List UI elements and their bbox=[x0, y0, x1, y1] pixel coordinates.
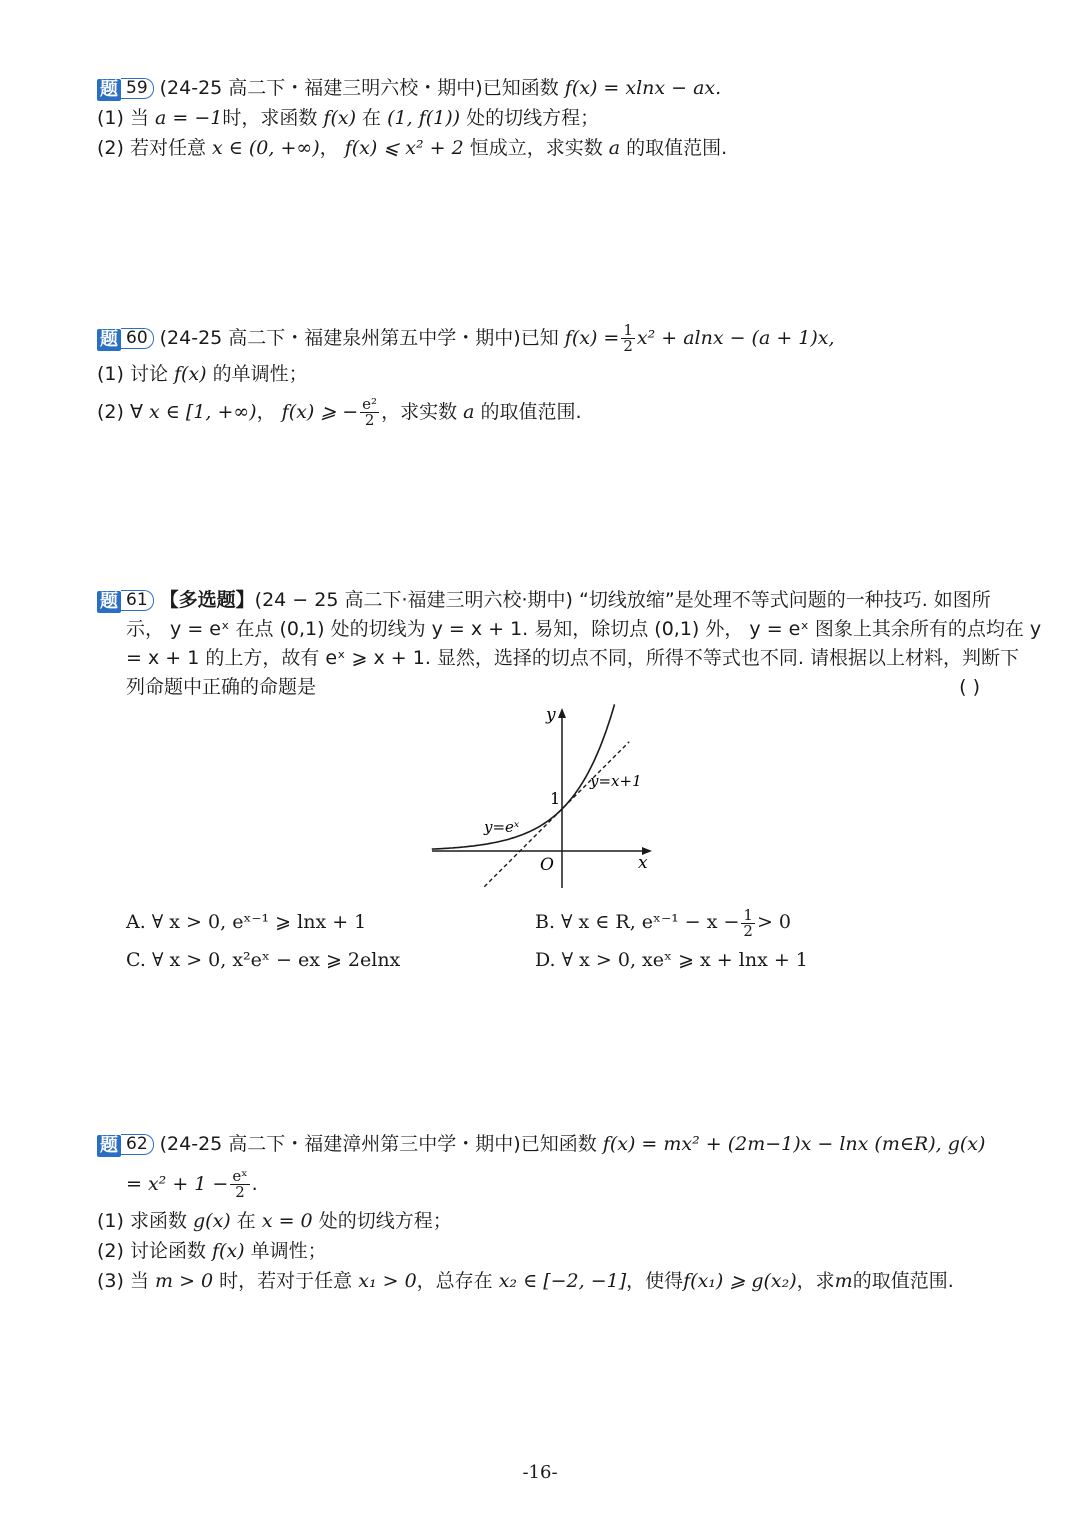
p62-q1-gx: g(x) bbox=[193, 1210, 231, 1232]
p59-q1-b: 时，求函数 bbox=[222, 107, 318, 129]
p60-q1 bbox=[97, 360, 308, 388]
option-b-pre: B. ∀ x ∈ R, eˣ⁻¹ − x − bbox=[535, 911, 740, 933]
p59-lead: 已知函数 bbox=[482, 77, 559, 99]
p62-q1-c: 处的切线方程； bbox=[318, 1210, 452, 1232]
p62-q1-a: (1) 求函数 bbox=[97, 1210, 187, 1232]
p62-q3-b: 时，若对于任意 bbox=[219, 1270, 353, 1292]
p60-badge bbox=[97, 328, 154, 350]
p59-q1-c: 在 bbox=[362, 107, 382, 129]
p62-q3-a: (3) 当 bbox=[97, 1270, 149, 1292]
origin-label: O bbox=[540, 855, 554, 875]
p59-stem bbox=[97, 74, 721, 102]
p61-line4 bbox=[126, 673, 980, 701]
p60-q2-fraction bbox=[360, 397, 379, 428]
p60-q1-b: 的单调性； bbox=[212, 363, 308, 385]
tick-one-label: 1 bbox=[550, 789, 561, 808]
p61-badge bbox=[97, 590, 154, 612]
p62-q3-f: 的取值范围. bbox=[852, 1270, 954, 1292]
p59-q1-fx: f(x) bbox=[323, 107, 356, 129]
badge-label: 题 bbox=[97, 591, 121, 613]
y-axis-label: y bbox=[546, 705, 556, 725]
p62-q3-x1: x₁ > 0 bbox=[358, 1270, 417, 1292]
p60-q2-dom: x ∈ [1, +∞) bbox=[149, 401, 257, 423]
p62-q1-b: 在 bbox=[236, 1210, 256, 1232]
p61-line2: 示， y = eˣ 在点 (0,1) 处的切线为 y = x + 1. 易知，除切点 (0,1) 外， y = eˣ 图象上其余所有的点均在 y bbox=[126, 618, 1042, 640]
p62-q2 bbox=[97, 1237, 327, 1265]
p62-q2-b: 单调性； bbox=[250, 1240, 327, 1262]
badge-label: 题 bbox=[97, 1135, 121, 1157]
y-axis-arrow bbox=[558, 708, 566, 718]
p61-stem-line1 bbox=[97, 586, 991, 614]
p60-q2-fx: f(x) ⩾ − bbox=[281, 401, 359, 423]
p60-q1-a: (1) 讨论 bbox=[97, 363, 168, 385]
p61-number: 61 bbox=[121, 590, 154, 611]
p61-type: 【多选题】 bbox=[159, 589, 255, 611]
p60-fx: f(x) = bbox=[564, 327, 620, 349]
p59-q2-var: a bbox=[608, 137, 621, 159]
answer-paren: ( ) bbox=[959, 676, 980, 698]
p62-q1 bbox=[97, 1207, 452, 1235]
p60-frac-num: 1 bbox=[623, 321, 633, 339]
p62-q3 bbox=[97, 1267, 954, 1295]
badge-label: 题 bbox=[97, 79, 121, 101]
p61-source: (24 − 25 高二下·福建三明六校·期中) bbox=[254, 589, 573, 611]
p59-q1-a: (1) 当 bbox=[97, 107, 149, 129]
p60-source: (24-25 高二下・福建泉州第五中学・期中) bbox=[159, 327, 521, 349]
p62-q3-c: ，总存在 bbox=[416, 1270, 493, 1292]
p60-lead: 已知 bbox=[520, 327, 559, 349]
p62-source: (24-25 高二下・福建漳州第三中学・期中) bbox=[159, 1133, 521, 1155]
p62-l2-pre: = x² + 1 − bbox=[126, 1173, 229, 1195]
p59-q2-ineq: f(x) ⩽ x² + 2 bbox=[344, 137, 464, 159]
option-b-post: > 0 bbox=[756, 911, 792, 933]
p60-q2 bbox=[97, 392, 582, 432]
p59-q2 bbox=[97, 134, 727, 162]
option-b[interactable] bbox=[535, 902, 791, 942]
option-a[interactable]: A. ∀ x > 0, eˣ⁻¹ ⩾ lnx + 1 bbox=[126, 911, 367, 933]
p59-q2-b: ， bbox=[319, 137, 339, 159]
p62-stem bbox=[97, 1130, 985, 1158]
p59-q2-a: (2) 若对任意 bbox=[97, 137, 206, 159]
p62-frac-den: 2 bbox=[235, 1183, 245, 1201]
p60-frac-den: 2 bbox=[623, 337, 633, 355]
page-number: -16- bbox=[522, 1462, 558, 1483]
p59-fx: f(x) bbox=[564, 77, 598, 99]
p60-q2-b: ， bbox=[256, 401, 276, 423]
exp-curve-label: y=eˣ bbox=[484, 818, 520, 836]
p59-q1-cond: a = −1 bbox=[155, 107, 223, 129]
p62-q3-ineq: f(x₁) ⩾ g(x₂) bbox=[683, 1270, 797, 1292]
p59-q2-dom: x ∈ (0, +∞) bbox=[212, 137, 320, 159]
p62-badge bbox=[97, 1134, 154, 1156]
p62-q3-var: m bbox=[834, 1270, 853, 1292]
p62-number: 62 bbox=[121, 1134, 154, 1155]
p62-q3-e: ，求 bbox=[796, 1270, 835, 1292]
p59-q2-d: 的取值范围. bbox=[626, 137, 728, 159]
p60-rest: x² + alnx − (a + 1)x, bbox=[636, 327, 835, 349]
exp-curve bbox=[432, 704, 615, 849]
option-b-den: 2 bbox=[743, 921, 753, 940]
p59-q1 bbox=[97, 104, 599, 132]
option-d[interactable]: D. ∀ x > 0, xeˣ ⩾ x + lnx + 1 bbox=[535, 949, 808, 971]
p62-lead: 已知函数 bbox=[520, 1133, 597, 1155]
option-b-fraction bbox=[741, 905, 755, 940]
p62-q3-d: ，使得 bbox=[626, 1270, 684, 1292]
p61-line4-text: 列命题中正确的命题是 bbox=[126, 676, 317, 698]
p62-q3-cond: m > 0 bbox=[155, 1270, 214, 1292]
p59-q1-pt: (1, f(1)) bbox=[387, 107, 461, 129]
p62-q2-fx: f(x) bbox=[212, 1240, 245, 1262]
p62-l2-post: . bbox=[251, 1173, 258, 1195]
tangent-graph bbox=[428, 700, 658, 896]
p59-badge bbox=[97, 78, 154, 100]
p62-frac-num: eˣ bbox=[232, 1167, 248, 1185]
p60-q2-a: (2) ∀ bbox=[97, 401, 143, 423]
p61-line1: “切线放缩”是处理不等式问题的一种技巧. 如图所 bbox=[579, 589, 991, 611]
p59-eq: = xlnx − ax. bbox=[603, 77, 722, 99]
p60-q2-var: a bbox=[463, 401, 475, 423]
p62-fraction bbox=[230, 1169, 249, 1200]
p60-fraction bbox=[621, 323, 635, 354]
p59-source: (24-25 高二下・福建三明六校・期中) bbox=[159, 77, 483, 99]
p59-q2-c: 恒成立，求实数 bbox=[469, 137, 603, 159]
x-axis-label: x bbox=[638, 853, 648, 873]
tangent-line-label: y=x+1 bbox=[590, 772, 642, 790]
p60-q1-fx: f(x) bbox=[174, 363, 207, 385]
p62-q1-pt: x = 0 bbox=[261, 1210, 313, 1232]
p62-q3-x2: x₂ ∈ [−2, −1] bbox=[498, 1270, 627, 1292]
p62-q2-a: (2) 讨论函数 bbox=[97, 1240, 206, 1262]
p59-number: 59 bbox=[121, 78, 154, 99]
p60-q2-frac-num: e² bbox=[362, 395, 378, 413]
p60-q2-frac-den: 2 bbox=[364, 411, 375, 429]
option-b-num: 1 bbox=[743, 905, 753, 924]
badge-label: 题 bbox=[97, 329, 121, 351]
p62-fx: f(x) = mx² + (2m−1)x − lnx (m∈R), g(x) bbox=[602, 1133, 986, 1155]
option-c[interactable]: C. ∀ x > 0, x²eˣ − ex ⩾ 2elnx bbox=[126, 949, 401, 971]
p60-number: 60 bbox=[121, 328, 154, 349]
p60-q2-c: ，求实数 bbox=[381, 401, 458, 423]
p60-q2-d: 的取值范围. bbox=[480, 401, 582, 423]
p59-q1-d: 处的切线方程； bbox=[466, 107, 600, 129]
p60-stem bbox=[97, 318, 835, 358]
p61-line3: = x + 1 的上方，故有 eˣ ⩾ x + 1. 显然，选择的切点不同，所得不等式也不同. 请根据以上材料，判断下 bbox=[126, 647, 1019, 669]
p62-stem-line2 bbox=[126, 1164, 258, 1204]
